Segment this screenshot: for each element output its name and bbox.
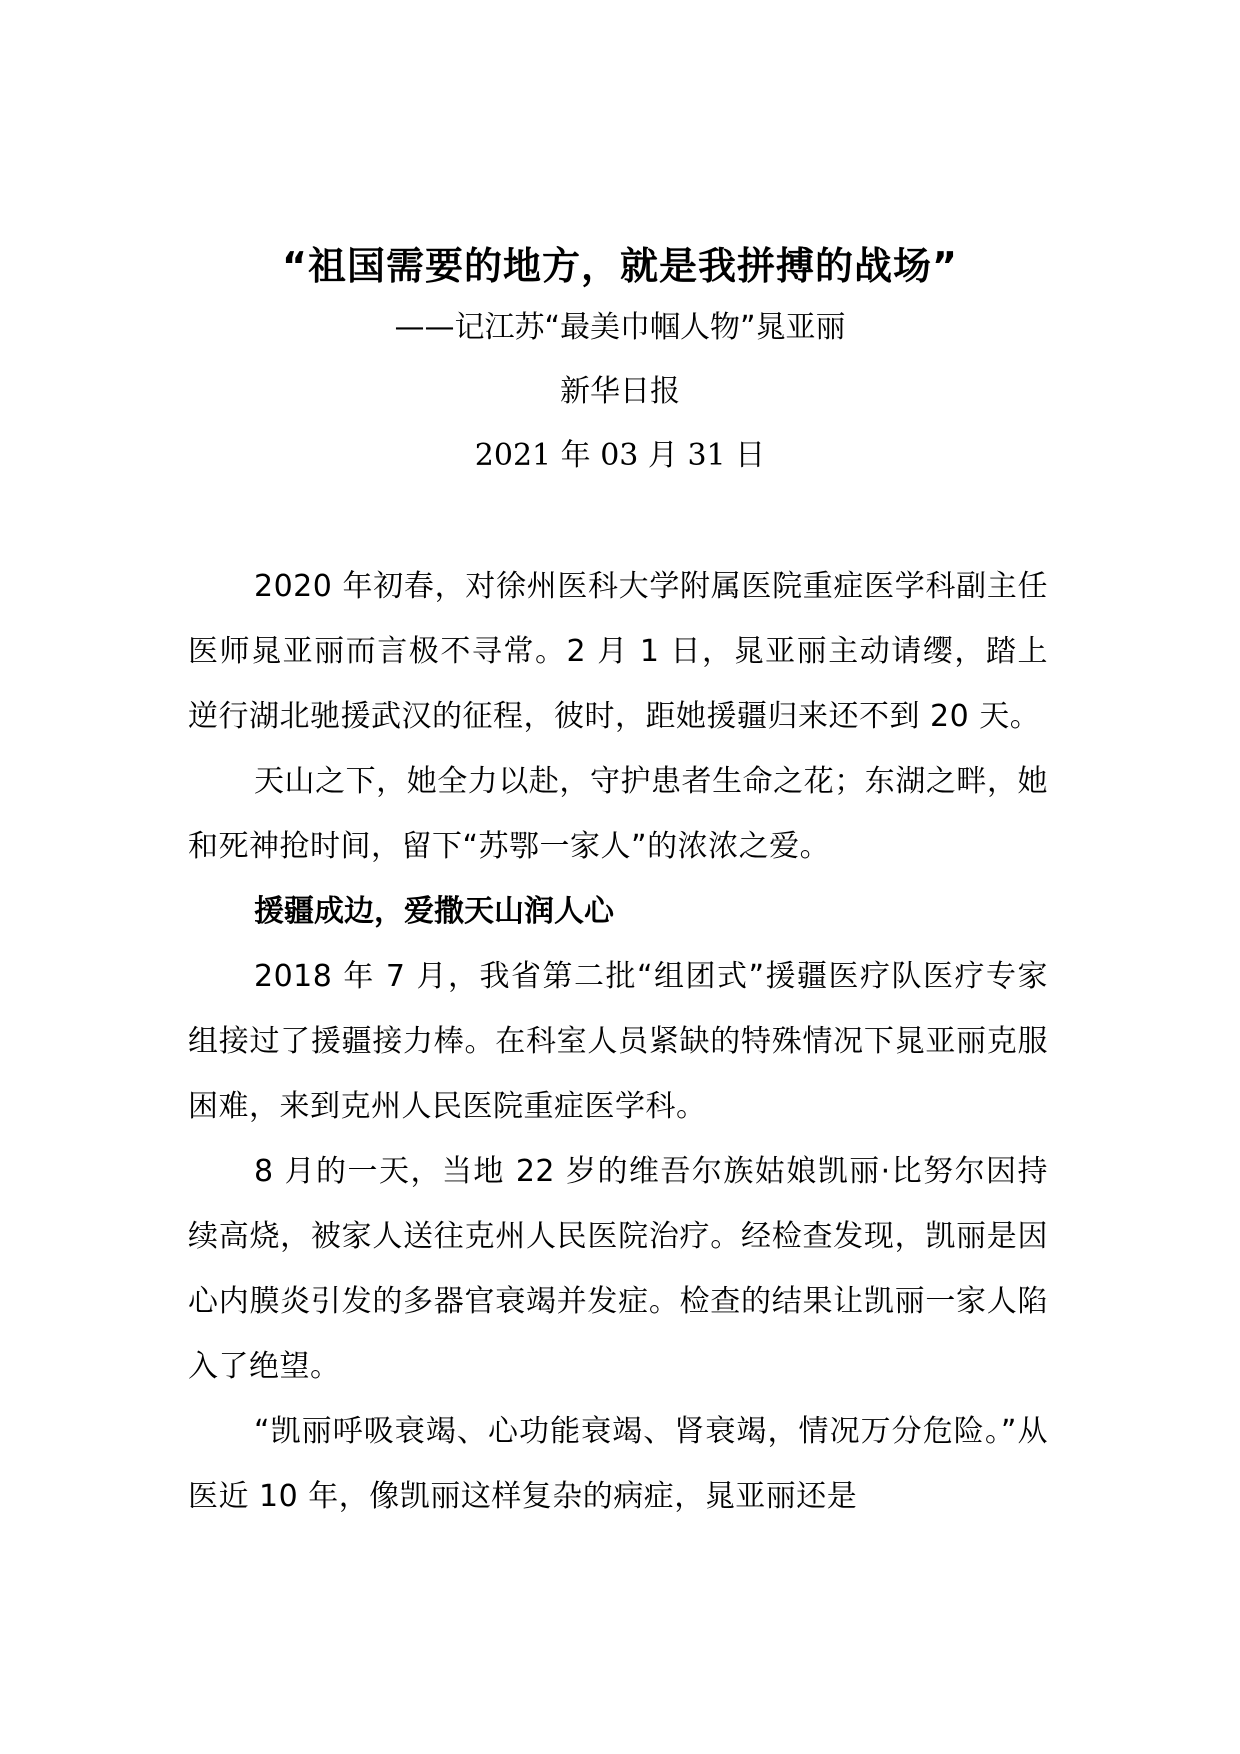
body-paragraph: “凯丽呼吸衰竭、心功能衰竭、肾衰竭，情况万分危险。”从医近 10 年，像凯丽这样复杂的病症，晁亚丽还是	[188, 1414, 1048, 1514]
article-title: “祖国需要的地方，就是我拼搏的战场”	[282, 244, 958, 288]
article-subtitle: ——记江苏“最美巾帼人物”晁亚丽	[394, 310, 846, 345]
article-body	[188, 554, 1048, 1529]
article-date: 2021 年 03 月 31 日	[474, 438, 766, 473]
article-source: 新华日报	[560, 374, 680, 409]
body-paragraph: 2018 年 7 月，我省第二批“组团式”援疆医疗队医疗专家组接过了援疆接力棒。在科室人员紧缺的特殊情况下晁亚丽克服困难，来到克州人民医院重症医学科。	[188, 959, 1048, 1124]
body-paragraph: 2020 年初春，对徐州医科大学附属医院重症医学科副主任医师晁亚丽而言极不寻常。2 月 1 日，晁亚丽主动请缨，踏上逆行湖北驰援武汉的征程，彼时，距她援疆归来还不到 20 天。	[188, 569, 1048, 734]
section-heading: 援疆成边，爱撒天山润人心	[254, 894, 614, 929]
body-paragraph: 天山之下，她全力以赴，守护患者生命之花；东湖之畔，她和死神抢时间，留下“苏鄂一家人”的浓浓之爱。	[188, 764, 1048, 864]
body-paragraph: 8 月的一天，当地 22 岁的维吾尔族姑娘凯丽·比努尔因持续高烧，被家人送往克州人民医院治疗。经检查发现，凯丽是因心内膜炎引发的多器官衰竭并发症。检查的结果让凯丽一家人陷入了绝望。	[188, 1154, 1048, 1384]
